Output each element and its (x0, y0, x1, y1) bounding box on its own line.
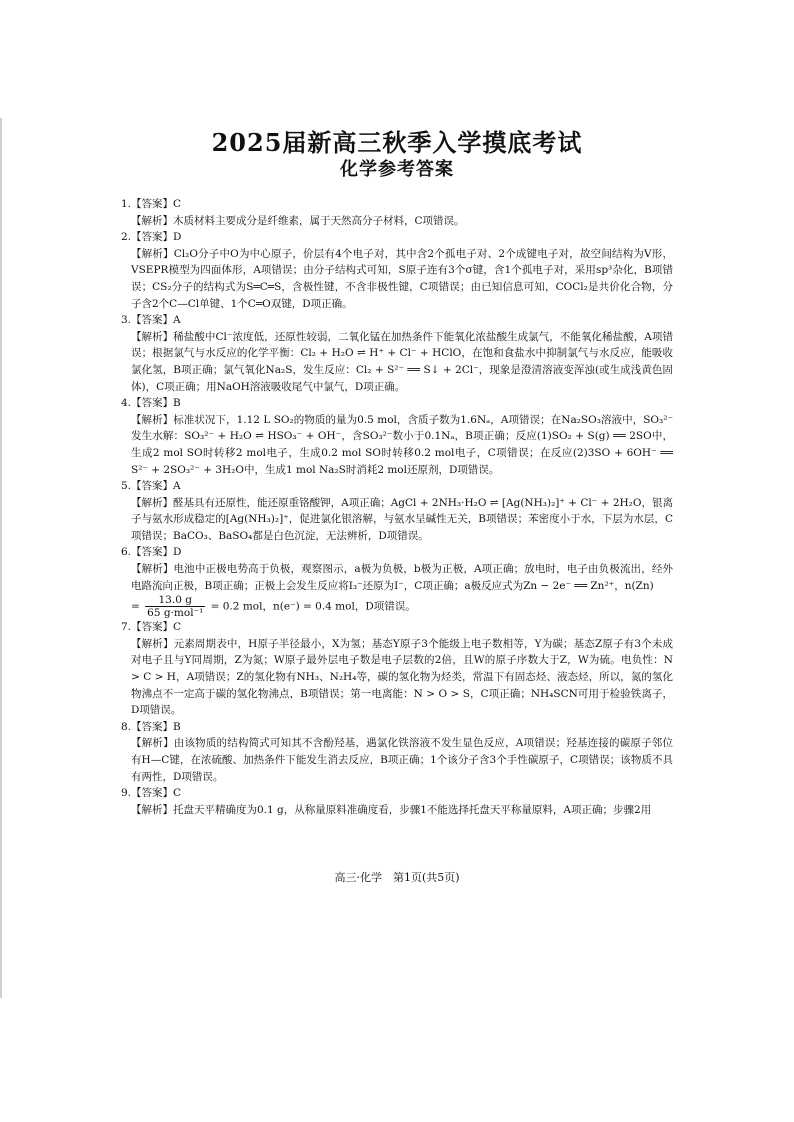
answer-5: 5.【答案】A (121, 480, 181, 493)
explanation-6: 【解析】电池中正极电势高于负极，观察图示，a极为负极，b极为正极，A项正确；放电时，电子由负极流出，经外电路流向正极，B项正确；正极上会发生反应将I₃⁻还原为I⁻，C项正确；a极反应式为Zn − 2e⁻ ══ Zn²⁺，n(Zn) (131, 563, 673, 592)
answer-4: 4.【答案】B (121, 397, 181, 410)
explanation-4: 【解析】标准状况下，1.12 L SO₂的物质的量为0.5 mol，含质子数为1.6Nₐ，A项错误；在Na₂SO₃溶液中，SO₃²⁻发生水解：SO₃²⁻ + H₂O ⇌ HSO₃⁻ + OH⁻，含SO₃²⁻数小于0.1Nₐ，B项正确；反应(1)SO₂ + S(g) ══ 2SO中，生成2 mol SO时转移2 mol电子，生成0.2 mol SO时转移0.2 mol电子，C项错误；在反应(2)3SO + 6OH⁻ ══ S²⁻ + 2SO₃²⁻ + 3H₂O中，生成1 mol Na₂S时消耗2 mol还原剂，D项错误。 (131, 413, 673, 476)
formula-suffix: = 0.2 mol，n(e⁻) = 0.4 mol，D项错误。 (210, 600, 416, 613)
fraction-numerator: 13.0 g (145, 594, 205, 607)
explanation-3: 【解析】稀盐酸中Cl⁻浓度低，还原性较弱，二氧化锰在加热条件下能氧化浓盐酸生成氯气，不能氧化稀盐酸，A项错误；根据氯气与水反应的化学平衡：Cl₂ + H₂O ⇌ H⁺ + Cl⁻ + HClO，在饱和食盐水中抑制氯气与水反应，能吸收氯化氢，B项正确；氯气氧化Na₂S，发生反应：Cl₂ + S²⁻ ══ S↓ + 2Cl⁻，现象是澄清溶液变浑浊(或生成浅黄色固体)，C项正确；用NaOH溶液吸收尾气中氯气，D项正确。 (131, 330, 673, 393)
answer-list (121, 196, 673, 818)
explanation-7: 【解析】元素周期表中，H原子半径最小，X为氢；基态Y原子3个能级上电子数相等，Y为碳；基态Z原子有3个未成对电子且与Y同周期，Z为氮；W原子最外层电子数是电子层数的2倍，且W的原子序数大于Z，W为硫。电负性：N > C > H，A项错误；Z的氢化物有NH₃、N₂H₄等，碳的氢化物为烃类，常温下有固态烃、液态烃，所以，氮的氢化物沸点不一定高于碳的氢化物沸点，B项错误；第一电离能：N > O > S，C项正确；NH₄SCN可用于检验铁离子，D项错误。 (131, 637, 673, 717)
page-title: 2025届新高三秋季入学摸底考试 (211, 128, 583, 157)
answer-6: 6.【答案】D (121, 546, 182, 559)
explanation-9: 【解析】托盘天平精确度为0.1 g，从称量原料准确度看，步骤1不能选择托盘天平称量原料，A项正确；步骤2用 (131, 803, 652, 816)
explanation-1: 【解析】木质材料主要成分是纤维素，属于天然高分子材料，C项错误。 (131, 214, 465, 227)
explanation-2: 【解析】Cl₂O分子中O为中心原子，价层有4个电子对，其中含2个孤电子对、2个成键电子对，故空间结构为V形，VSEPR模型为四面体形，A项错误；由分子结构式可知，S原子连有3个σ键，含1个孤电子对，采用sp³杂化，B项错误；CS₂分子的结构式为S═C═S，含极性键，不含非极性键，C项错误；由已知信息可知，COCl₂是共价化合物，分子含2个C—Cl单键、1个C═O双键，D项正确。 (131, 247, 673, 310)
answer-9: 9.【答案】C (121, 787, 182, 800)
page-footer: 高三·化学 第1页(共5页) (334, 871, 460, 884)
explanation-5: 【解析】醛基具有还原性，能还原重铬酸钾，A项正确；AgCl + 2NH₃·H₂O ⇌ [Ag(NH₃)₂]⁺ + Cl⁻ + 2H₂O，银离子与氨水形成稳定的[Ag(NH₃)₂]⁺，促进氯化银溶解，与氨水呈碱性无关，B项错误；苯密度小于水，下层为水层，C项错误；BaCO₃、BaSO₄都是白色沉淀，无法辨析，D项错误。 (131, 496, 673, 542)
answer-1: 1.【答案】C (121, 198, 182, 210)
mass-fraction (145, 594, 205, 619)
answer-3: 3.【答案】A (121, 314, 181, 327)
explanation-8: 【解析】由该物质的结构简式可知其不含酚羟基，遇氯化铁溶液不发生显色反应，A项错误；羟基连接的碳原子邻位有H—C键，在浓硫酸、加热条件下能发生消去反应，B项正确；1个该分子含3个手性碳原子，C项错误；该物质不具有两性，D项错误。 (131, 737, 673, 783)
explanation-6-formula (131, 594, 673, 619)
answer-8: 8.【答案】B (121, 720, 181, 733)
formula-prefix: = (131, 600, 140, 613)
scan-edge (0, 118, 2, 998)
fraction-denominator: 65 g·mol⁻¹ (147, 607, 204, 620)
answer-2: 2.【答案】D (121, 231, 182, 244)
answer-7: 7.【答案】C (121, 621, 182, 634)
page-subtitle: 化学参考答案 (340, 159, 454, 180)
